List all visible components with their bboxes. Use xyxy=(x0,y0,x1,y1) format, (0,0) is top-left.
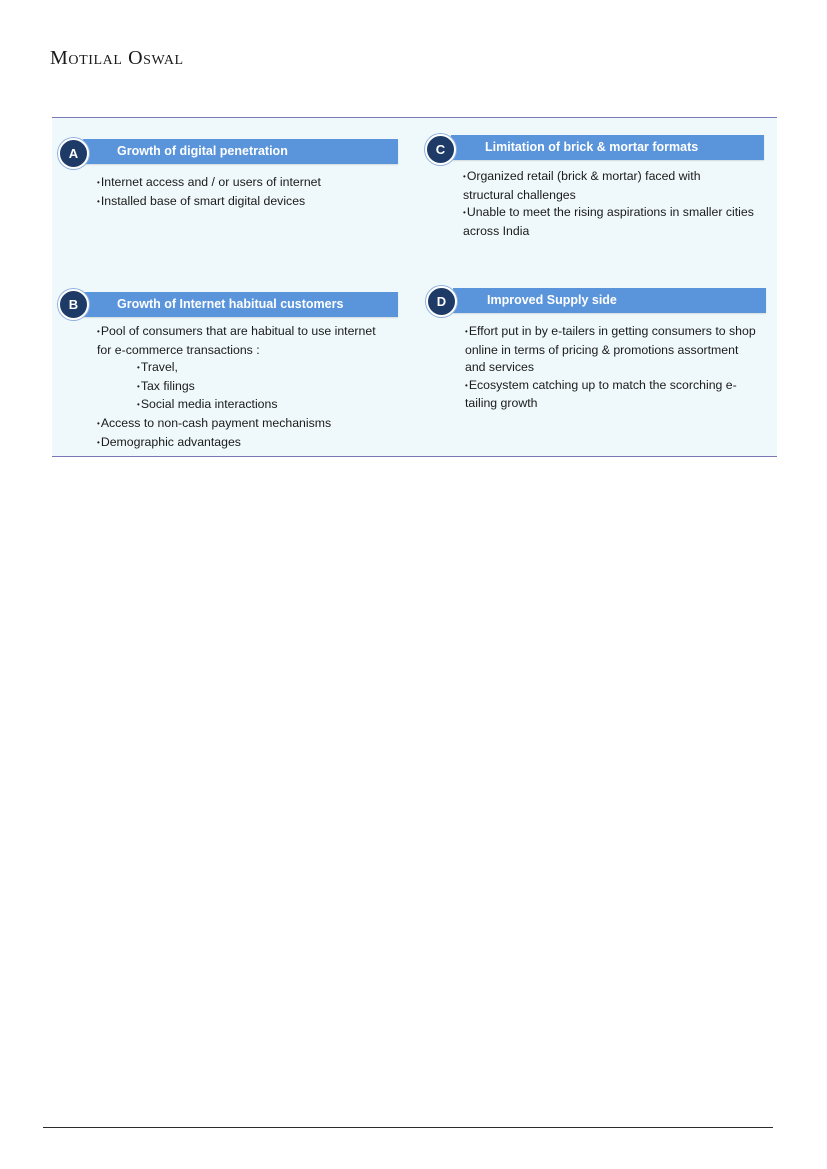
list-item: • Unable to meet the rising aspirations in smaller cities xyxy=(463,204,754,223)
brand-logo: Motilal Oswal xyxy=(50,47,184,69)
section-d-badge: D xyxy=(426,286,457,317)
list-item: online in terms of pricing & promotions assortment xyxy=(465,342,739,357)
list-item: • Organized retail (brick & mortar) faced with xyxy=(463,168,754,187)
section-d-title: Improved Supply side xyxy=(487,293,617,307)
list-item: • Installed base of smart digital devices xyxy=(97,193,321,212)
list-item: • Ecosystem catching up to match the scorching e- xyxy=(465,377,756,396)
section-b-badge: B xyxy=(58,289,89,320)
section-d-body xyxy=(465,323,756,413)
section-a-title: Growth of digital penetration xyxy=(117,144,288,158)
section-c-header xyxy=(451,135,764,160)
section-a-badge: A xyxy=(58,138,89,169)
list-item: tailing growth xyxy=(465,396,538,411)
section-b-body xyxy=(97,323,376,452)
section-a-header xyxy=(83,139,398,164)
drivers-panel xyxy=(52,117,777,457)
list-item: • Internet access and / or users of internet xyxy=(97,174,321,193)
section-c-title: Limitation of brick & mortar formats xyxy=(485,140,699,154)
list-item: • Social media interactions xyxy=(97,396,376,415)
section-a-body xyxy=(97,174,321,211)
footer-divider xyxy=(43,1127,773,1128)
list-item: across India xyxy=(463,223,530,238)
section-b-header xyxy=(83,292,398,317)
section-c-body xyxy=(463,168,754,240)
list-item: • Effort put in by e-tailers in getting consumers to shop xyxy=(465,323,756,342)
list-item: • Pool of consumers that are habitual to use internet xyxy=(97,323,376,342)
list-item: • Travel, xyxy=(97,359,376,378)
list-item: • Tax filings xyxy=(97,378,376,397)
section-d-header xyxy=(453,288,766,313)
list-item: • Access to non-cash payment mechanisms xyxy=(97,415,376,434)
list-item: for e-commerce transactions : xyxy=(97,342,260,357)
list-item: structural challenges xyxy=(463,187,576,202)
list-item: and services xyxy=(465,360,535,375)
list-item: • Demographic advantages xyxy=(97,434,376,453)
section-c-badge: C xyxy=(425,134,456,165)
section-b-title: Growth of Internet habitual customers xyxy=(117,297,344,311)
